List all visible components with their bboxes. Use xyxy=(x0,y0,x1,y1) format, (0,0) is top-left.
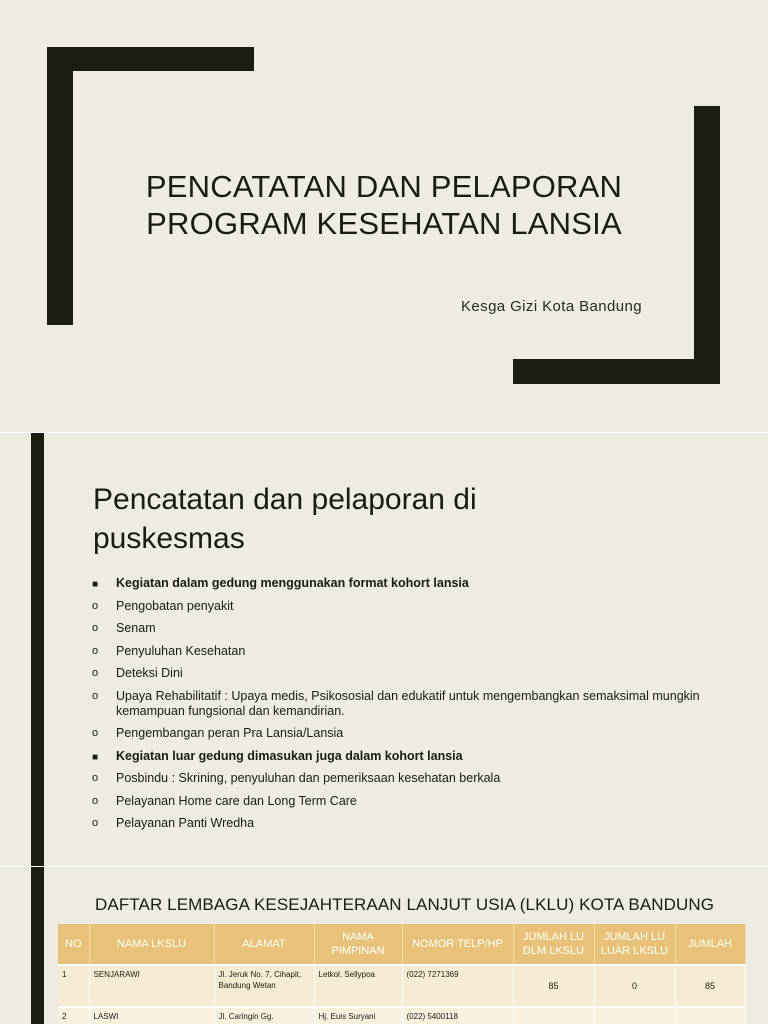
table-slide xyxy=(0,867,768,1024)
cell-nama: SENJARAWI xyxy=(89,965,214,1007)
cell-jumlah-dalam xyxy=(513,1007,594,1024)
sub-bullet-item xyxy=(92,689,742,719)
bullet-text: Penyuluhan Kesehatan xyxy=(116,643,246,658)
cell-no: 2 xyxy=(58,1007,89,1024)
sub-bullet-item xyxy=(92,794,742,809)
frame-bar-bottom-right-vertical xyxy=(694,106,720,384)
bullet-text: Kegiatan dalam gedung menggunakan format kohort lansia xyxy=(116,576,469,590)
table-heading: DAFTAR LEMBAGA KESEJAHTERAAN LANJUT USIA (LKLU) KOTA BANDUNG xyxy=(95,895,715,914)
left-accent-bar xyxy=(31,433,44,866)
bullet-marker: o xyxy=(92,794,99,807)
sub-bullet-item xyxy=(92,644,742,659)
frame-bar-bottom-right-horizontal xyxy=(513,359,720,384)
cell-jumlah-luar xyxy=(594,1007,675,1024)
cell-jumlah-dalam: 85 xyxy=(513,965,594,1007)
bullet-marker: o xyxy=(92,599,99,612)
bullet-text: Deteksi Dini xyxy=(116,666,183,680)
slide-title xyxy=(120,168,648,242)
sub-bullet-item xyxy=(92,816,742,831)
sub-bullet-item xyxy=(92,621,742,636)
column-header: NOMOR TELP/HP xyxy=(402,924,513,965)
sub-bullet-item xyxy=(92,726,742,741)
column-header: ALAMAT xyxy=(214,924,314,965)
bullet-marker: o xyxy=(92,817,99,829)
sub-bullet-item xyxy=(92,771,742,786)
column-header: JUMLAH LU DLM LKSLU xyxy=(513,924,594,965)
bullet-marker: o xyxy=(92,667,99,679)
column-header: JUMLAH LU LUAR LKSLU xyxy=(594,924,675,965)
bullet-text: Posbindu : Skrining, penyuluhan dan pemeriksaan kesehatan berkala xyxy=(116,771,501,785)
column-header: JUMLAH xyxy=(675,924,745,965)
cell-telp: (022) 5400118 xyxy=(402,1007,513,1024)
cell-pimpinan: Hj. Euis Suryani xyxy=(314,1007,402,1024)
cell-nama: LASWI xyxy=(89,1007,214,1024)
slide-subtitle: Kesga Gizi Kota Bandung xyxy=(461,298,642,315)
cell-pimpinan: Letkol. Sellypoa xyxy=(314,965,402,1007)
bullet-list xyxy=(92,576,742,831)
cell-jumlah xyxy=(675,1007,745,1024)
frame-bar-top-left-horizontal xyxy=(47,47,254,71)
bullet-text: Kegiatan luar gedung dimasukan juga dalam kohort lansia xyxy=(116,748,463,763)
table-header-row xyxy=(58,924,745,965)
bullet-marker: o xyxy=(92,622,99,634)
frame-bar-top-left-vertical xyxy=(47,47,73,325)
bullet-marker: ■ xyxy=(92,579,99,590)
cell-jumlah: 85 xyxy=(675,965,745,1007)
column-header: NO xyxy=(58,924,89,965)
bullet-marker: o xyxy=(92,644,99,657)
slide-heading xyxy=(93,480,693,558)
bullet-marker: o xyxy=(92,772,99,784)
bullet-marker: o xyxy=(92,727,99,739)
bullet-item xyxy=(92,749,742,764)
cell-alamat: Jl. Jeruk No. 7, Cihapit, Bandung Wetan xyxy=(214,965,314,1007)
bullet-text: Pelayanan Panti Wredha xyxy=(116,816,255,830)
cell-jumlah-luar: 0 xyxy=(594,965,675,1007)
sub-bullet-item xyxy=(92,599,742,614)
bullet-text: Pengembangan peran Pra Lansia/Lansia xyxy=(116,726,344,740)
cell-telp: (022) 7271369 xyxy=(402,965,513,1007)
slide-heading-line1: Pencatatan dan pelaporan di xyxy=(93,483,477,516)
sub-bullet-item xyxy=(92,666,742,681)
bullet-text: Upaya Rehabilitatif : Upaya medis, Psikososial dan edukatif untuk mengembangkan semaksimal mungkin kemampuan fungsional dan kemandirian. xyxy=(116,688,700,718)
cell-alamat: Jl. Caringin Gg. xyxy=(214,1007,314,1024)
bullet-text: Senam xyxy=(116,621,156,635)
table-row xyxy=(58,965,745,1007)
title-slide xyxy=(0,0,768,432)
column-header: NAMA PIMPINAN xyxy=(314,924,402,965)
column-header: NAMA LKSLU xyxy=(89,924,214,965)
bullet-marker: o xyxy=(92,689,99,702)
bullet-text: Pengobatan penyakit xyxy=(116,598,234,613)
bullet-text: Pelayanan Home care dan Long Term Care xyxy=(116,793,357,808)
slide-title-line2: PROGRAM KESEHATAN LANSIA xyxy=(146,206,622,241)
slide-heading-line2: puskesmas xyxy=(93,522,245,555)
cell-no: 1 xyxy=(58,965,89,1007)
bullet-marker: ■ xyxy=(92,751,99,763)
slide-title-line1: PENCATATAN DAN PELAPORAN xyxy=(145,169,623,204)
left-accent-bar xyxy=(31,867,44,1024)
lklu-table xyxy=(58,924,746,1024)
table-row xyxy=(58,1007,745,1024)
content-slide xyxy=(0,433,768,866)
bullet-item xyxy=(92,576,742,591)
